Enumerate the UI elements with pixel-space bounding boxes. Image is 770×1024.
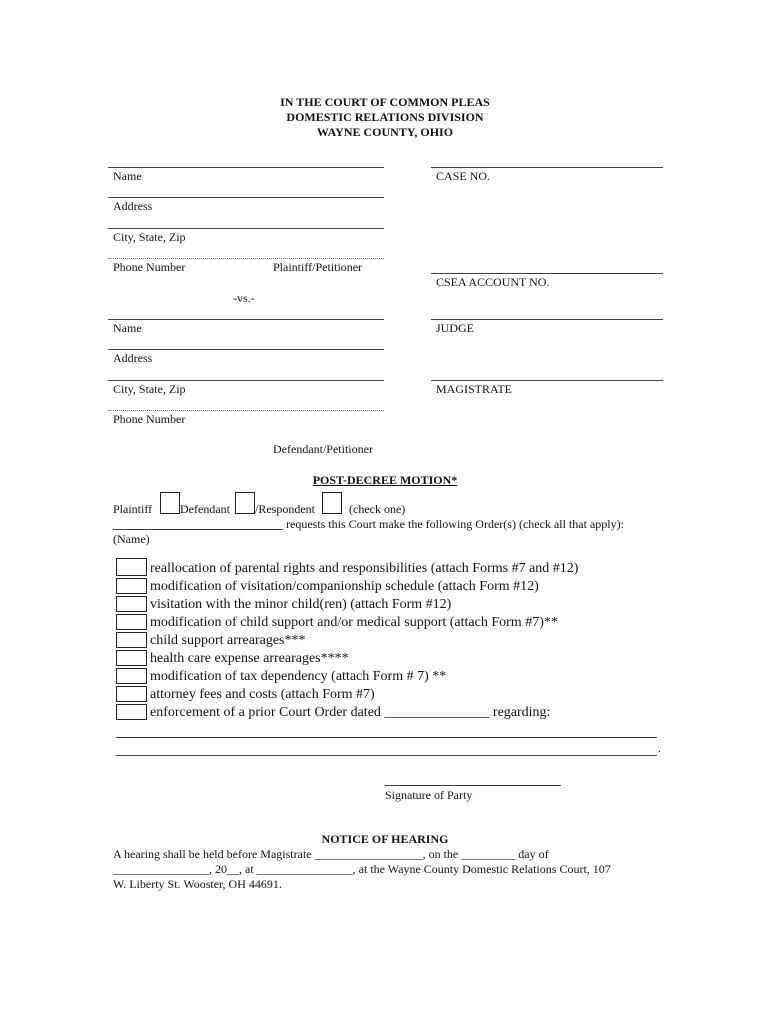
- option-checkbox-3[interactable]: [116, 596, 147, 612]
- plaintiff-city-label: City, State, Zip: [113, 230, 186, 244]
- defendant-address-line[interactable]: [108, 349, 384, 350]
- signature-label: Signature of Party: [385, 788, 473, 802]
- option-label-3: visitation with the minor child(ren) (attach Form #12): [150, 597, 452, 612]
- option-label-1: reallocation of parental rights and responsibilities (attach Forms #7 and #12): [150, 561, 579, 576]
- plaintiff-address-line[interactable]: [108, 197, 384, 198]
- defendant-name-label: Name: [113, 321, 142, 335]
- division-name: DOMESTIC RELATIONS DIVISION: [286, 110, 484, 124]
- plaintiff-city-line[interactable]: [108, 228, 384, 229]
- defendant-phone-label: Phone Number: [113, 412, 186, 426]
- regarding-line-2[interactable]: [116, 755, 657, 756]
- notice-title: NOTICE OF HEARING: [321, 832, 449, 846]
- plaintiff-phone-line[interactable]: [108, 258, 384, 259]
- defendant-address-label: Address: [113, 351, 153, 365]
- option-checkbox-6[interactable]: [116, 650, 147, 666]
- signature-line[interactable]: [385, 785, 561, 786]
- defendant-option-label: Defendant: [180, 502, 230, 516]
- magistrate-line[interactable]: [431, 380, 663, 381]
- respondent-checkbox[interactable]: [322, 492, 342, 514]
- notice-line-3: W. Liberty St. Wooster, OH 44691.: [113, 877, 282, 891]
- csea-line[interactable]: [431, 273, 663, 274]
- motion-title: POST-DECREE MOTION*: [312, 473, 458, 487]
- respondent-option-label: /Respondent: [255, 502, 315, 516]
- plaintiff-role-label: Plaintiff/Petitioner: [273, 260, 363, 274]
- judge-line[interactable]: [431, 319, 663, 320]
- option-label-2: modification of visitation/companionship schedule (attach Form #12): [150, 579, 539, 594]
- case-no-line[interactable]: [431, 167, 663, 168]
- judge-label: JUDGE: [436, 321, 474, 335]
- case-no-label: CASE NO.: [436, 169, 491, 183]
- notice-line-2: ________________, 20__, at ________________, at the Wayne County Domestic Relations Court, 107: [113, 862, 611, 876]
- regarding-line-1[interactable]: [116, 737, 657, 738]
- plaintiff-name-line[interactable]: [108, 167, 384, 168]
- notice-line-1: A hearing shall be held before Magistrate __________________, on the _________ day of: [113, 847, 549, 861]
- court-name: IN THE COURT OF COMMON PLEAS: [280, 95, 490, 109]
- plaintiff-option-label: Plaintiff: [113, 502, 153, 516]
- option-checkbox-7[interactable]: [116, 668, 147, 684]
- regarding-period: .: [658, 741, 661, 755]
- option-label-9: enforcement of a prior Court Order dated _______________ regarding:: [150, 705, 551, 720]
- defendant-role-label: Defendant/Petitioner: [273, 442, 373, 456]
- option-checkbox-9[interactable]: [116, 704, 147, 720]
- defendant-phone-line[interactable]: [108, 410, 384, 411]
- defendant-city-label: City, State, Zip: [113, 382, 186, 396]
- plaintiff-phone-label: Phone Number: [113, 260, 186, 274]
- option-checkbox-1[interactable]: [116, 558, 147, 576]
- option-checkbox-5[interactable]: [116, 632, 147, 648]
- defendant-name-line[interactable]: [108, 319, 384, 320]
- option-label-5: child support arrearages***: [150, 633, 306, 648]
- magistrate-label: MAGISTRATE: [436, 382, 513, 396]
- option-checkbox-2[interactable]: [116, 578, 147, 594]
- option-label-6: health care expense arrearages****: [150, 651, 349, 666]
- plaintiff-address-label: Address: [113, 199, 153, 213]
- plaintiff-name-label: Name: [113, 169, 142, 183]
- request-text: requests this Court make the following Order(s) (check all that apply):: [286, 517, 624, 531]
- name-caption: (Name): [113, 532, 150, 546]
- defendant-checkbox[interactable]: [235, 492, 255, 514]
- defendant-city-line[interactable]: [108, 380, 384, 381]
- option-checkbox-4[interactable]: [116, 614, 147, 630]
- versus-label: -vs.-: [233, 291, 255, 305]
- requesting-party-line[interactable]: [113, 529, 283, 530]
- county-name: WAYNE COUNTY, OHIO: [316, 125, 454, 139]
- plaintiff-checkbox[interactable]: [160, 492, 180, 514]
- check-one-hint: (check one): [349, 502, 406, 516]
- option-label-8: attorney fees and costs (attach Form #7): [150, 687, 375, 702]
- option-label-4: modification of child support and/or medical support (attach Form #7)**: [150, 615, 558, 630]
- csea-label: CSEA ACCOUNT NO.: [436, 275, 550, 289]
- option-label-7: modification of tax dependency (attach Form # 7) **: [150, 669, 447, 684]
- option-checkbox-8[interactable]: [116, 686, 147, 702]
